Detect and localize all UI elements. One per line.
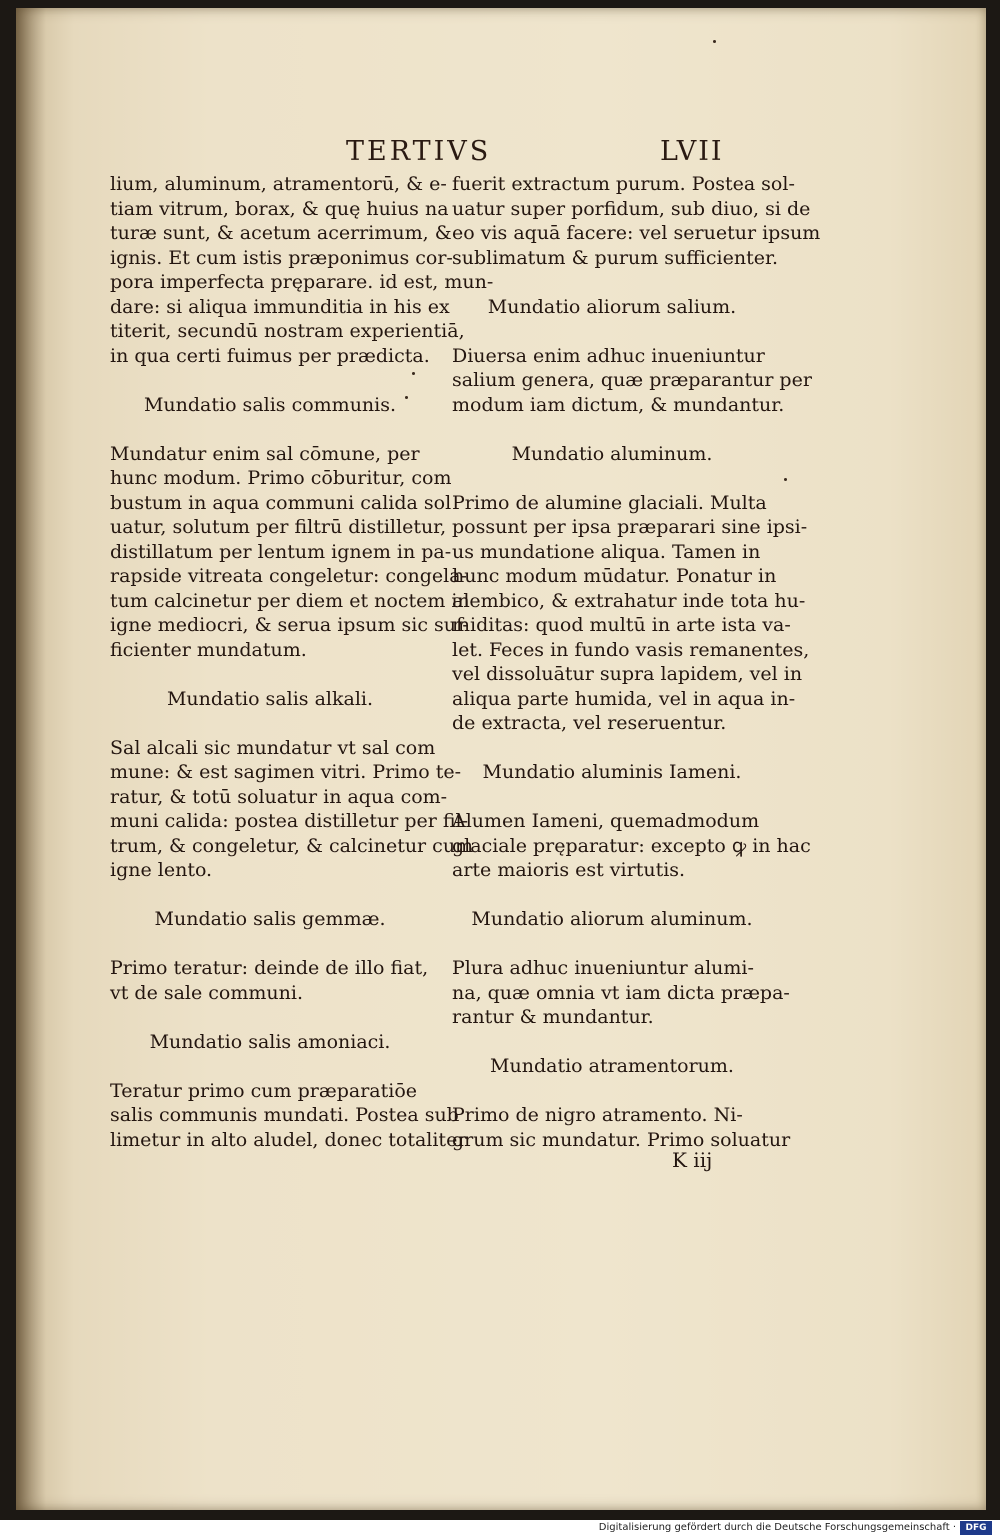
paragraph-gap bbox=[110, 1005, 430, 1030]
text-line: let. Feces in fundo vasis remanentes, bbox=[452, 638, 810, 661]
section-heading: Mundatio salis alkali. bbox=[166, 687, 374, 710]
text-line: tiam vitrum, borax, & quę huius na bbox=[110, 197, 449, 220]
text-line: us mundatione aliqua. Tamen in bbox=[452, 540, 761, 563]
text-line: rantur & mundantur. bbox=[452, 1006, 654, 1028]
text-line: lium, aluminum, atramentorū, & e- bbox=[110, 173, 447, 195]
signature-mark: K iij bbox=[672, 1148, 713, 1172]
paragraph-gap bbox=[452, 785, 772, 810]
paragraph-gap bbox=[452, 270, 772, 295]
paragraph-gap bbox=[452, 319, 772, 344]
text-line: Plura adhuc inueniuntur alumi- bbox=[452, 957, 754, 979]
text-line: mune: & est sagimen vitri. Primo te- bbox=[110, 761, 462, 783]
section-heading: Mundatio salis amoniaci. bbox=[149, 1030, 391, 1053]
text-line: aliqua parte humida, vel in aqua in- bbox=[452, 687, 796, 710]
paragraph-gap bbox=[452, 1030, 772, 1055]
spine-shadow bbox=[16, 8, 46, 1510]
dfg-logo: DFG bbox=[960, 1521, 992, 1535]
text-line: igne lento. bbox=[110, 859, 213, 881]
section-heading: Mundatio salis communis. bbox=[143, 393, 397, 416]
paragraph-gap bbox=[110, 417, 430, 442]
text-line: uatur, solutum per filtrū distilletur, bbox=[110, 516, 447, 538]
paragraph-gap bbox=[110, 1054, 430, 1079]
text-line: miditas: quod multū in arte ista va- bbox=[452, 614, 791, 636]
text-line: in qua certi fuimus per prædicta. bbox=[110, 344, 430, 367]
text-line: alembico, & extrahatur inde tota hu- bbox=[452, 589, 806, 612]
text-line: ignis. Et cum istis præponimus cor- bbox=[110, 246, 453, 269]
paragraph-gap bbox=[452, 466, 772, 491]
paragraph-gap bbox=[452, 417, 772, 442]
text-line: distillatum per lentum ignem in pa- bbox=[110, 540, 452, 563]
text-line: muni calida: postea distilletur per fil- bbox=[110, 810, 469, 832]
paragraph-gap bbox=[452, 883, 772, 908]
text-line: turæ sunt, & acetum acerrimum, & bbox=[110, 222, 452, 244]
section-heading: Mundatio aluminis Iameni. bbox=[482, 761, 742, 783]
text-line: Mundatur enim sal cōmune, per bbox=[110, 442, 420, 465]
text-line: Primo de nigro atramento. Ni- bbox=[452, 1104, 743, 1126]
section-heading: Mundatio aliorum salium. bbox=[487, 295, 737, 318]
text-line: salium genera, quæ præparantur per bbox=[452, 369, 812, 391]
text-line: dare: si aliqua immunditia in his ex bbox=[110, 295, 450, 318]
text-line: salis communis mundati. Postea sub bbox=[110, 1104, 459, 1126]
text-line: igne mediocri, & serua ipsum sic suf- bbox=[110, 614, 469, 636]
right-text-column bbox=[452, 172, 821, 1152]
text-line: eo vis aquā facere: vel seruetur ipsum bbox=[452, 222, 821, 244]
text-line: ficienter mundatum. bbox=[110, 638, 307, 661]
digitization-credit: Digitalisierung gefördert durch die Deutsche Forschungsgemeinschaft · bbox=[598, 1522, 956, 1533]
section-heading: Mundatio aliorum aluminum. bbox=[471, 908, 753, 930]
paragraph-gap bbox=[110, 932, 430, 957]
paragraph-gap bbox=[452, 932, 772, 957]
text-line: rapside vitreata congeletur: congela- bbox=[110, 565, 467, 587]
paragraph-gap bbox=[110, 711, 430, 736]
text-line: limetur in alto aludel, donec totaliter bbox=[110, 1128, 467, 1151]
text-line: tum calcinetur per diem et noctem in bbox=[110, 589, 470, 612]
text-line: ratur, & totū soluatur in aqua com- bbox=[110, 785, 448, 808]
text-line: glaciale pręparatur: excepto ꝙ in hac bbox=[452, 834, 811, 857]
text-line: bustum in aqua communi calida sol bbox=[110, 491, 452, 514]
paragraph-gap bbox=[110, 662, 430, 687]
text-line: possunt per ipsa præparari sine ipsi- bbox=[452, 516, 808, 538]
text-line: Sal alcali sic mundatur vt sal com bbox=[110, 736, 436, 759]
text-line: sublimatum & purum sufficienter. bbox=[452, 246, 778, 269]
section-heading: Mundatio atramentorum. bbox=[490, 1055, 734, 1077]
text-line: grum sic mundatur. Primo soluatur bbox=[452, 1128, 791, 1151]
text-line: de extracta, vel reseruentur. bbox=[452, 712, 727, 734]
text-line: Primo teratur: deinde de illo fiat, bbox=[110, 957, 429, 979]
text-line: Primo de alumine glaciali. Multa bbox=[452, 491, 767, 514]
text-line: vel dissoluātur supra lapidem, vel in bbox=[452, 663, 803, 685]
text-line: titerit, secundū nostram experientiā, bbox=[110, 320, 465, 342]
text-line: pora imperfecta pręparare. id est, mun- bbox=[110, 271, 494, 293]
running-head-title: TERTIVS bbox=[346, 136, 492, 167]
paragraph-gap bbox=[452, 736, 772, 761]
text-line: modum iam dictum, & mundantur. bbox=[452, 393, 785, 416]
section-heading: Mundatio salis gemmæ. bbox=[154, 908, 386, 930]
text-line: trum, & congeletur, & calcinetur cum bbox=[110, 834, 474, 857]
paragraph-gap bbox=[452, 1079, 772, 1104]
section-heading: Mundatio aluminum. bbox=[511, 442, 713, 465]
paragraph-gap bbox=[110, 368, 430, 393]
text-line: na, quæ omnia vt iam dicta præpa- bbox=[452, 981, 790, 1004]
text-line: arte maioris est virtutis. bbox=[452, 859, 686, 881]
text-line: fuerit extractum purum. Postea sol- bbox=[452, 173, 795, 195]
left-text-column bbox=[110, 172, 494, 1152]
text-line: Diuersa enim adhuc inueniuntur bbox=[452, 344, 765, 367]
folio-number: LVII bbox=[660, 136, 724, 167]
text-line: Alumen Iameni, quemadmodum bbox=[452, 810, 760, 832]
text-line: Teratur primo cum præparatiōe bbox=[110, 1079, 417, 1102]
text-line: hunc modum mūdatur. Ponatur in bbox=[452, 565, 777, 587]
text-line: uatur super porfidum, sub diuo, si de bbox=[452, 197, 811, 220]
paragraph-gap bbox=[110, 883, 430, 908]
text-line: hunc modum. Primo cōburitur, com bbox=[110, 467, 452, 489]
text-line: vt de sale communi. bbox=[110, 981, 303, 1004]
